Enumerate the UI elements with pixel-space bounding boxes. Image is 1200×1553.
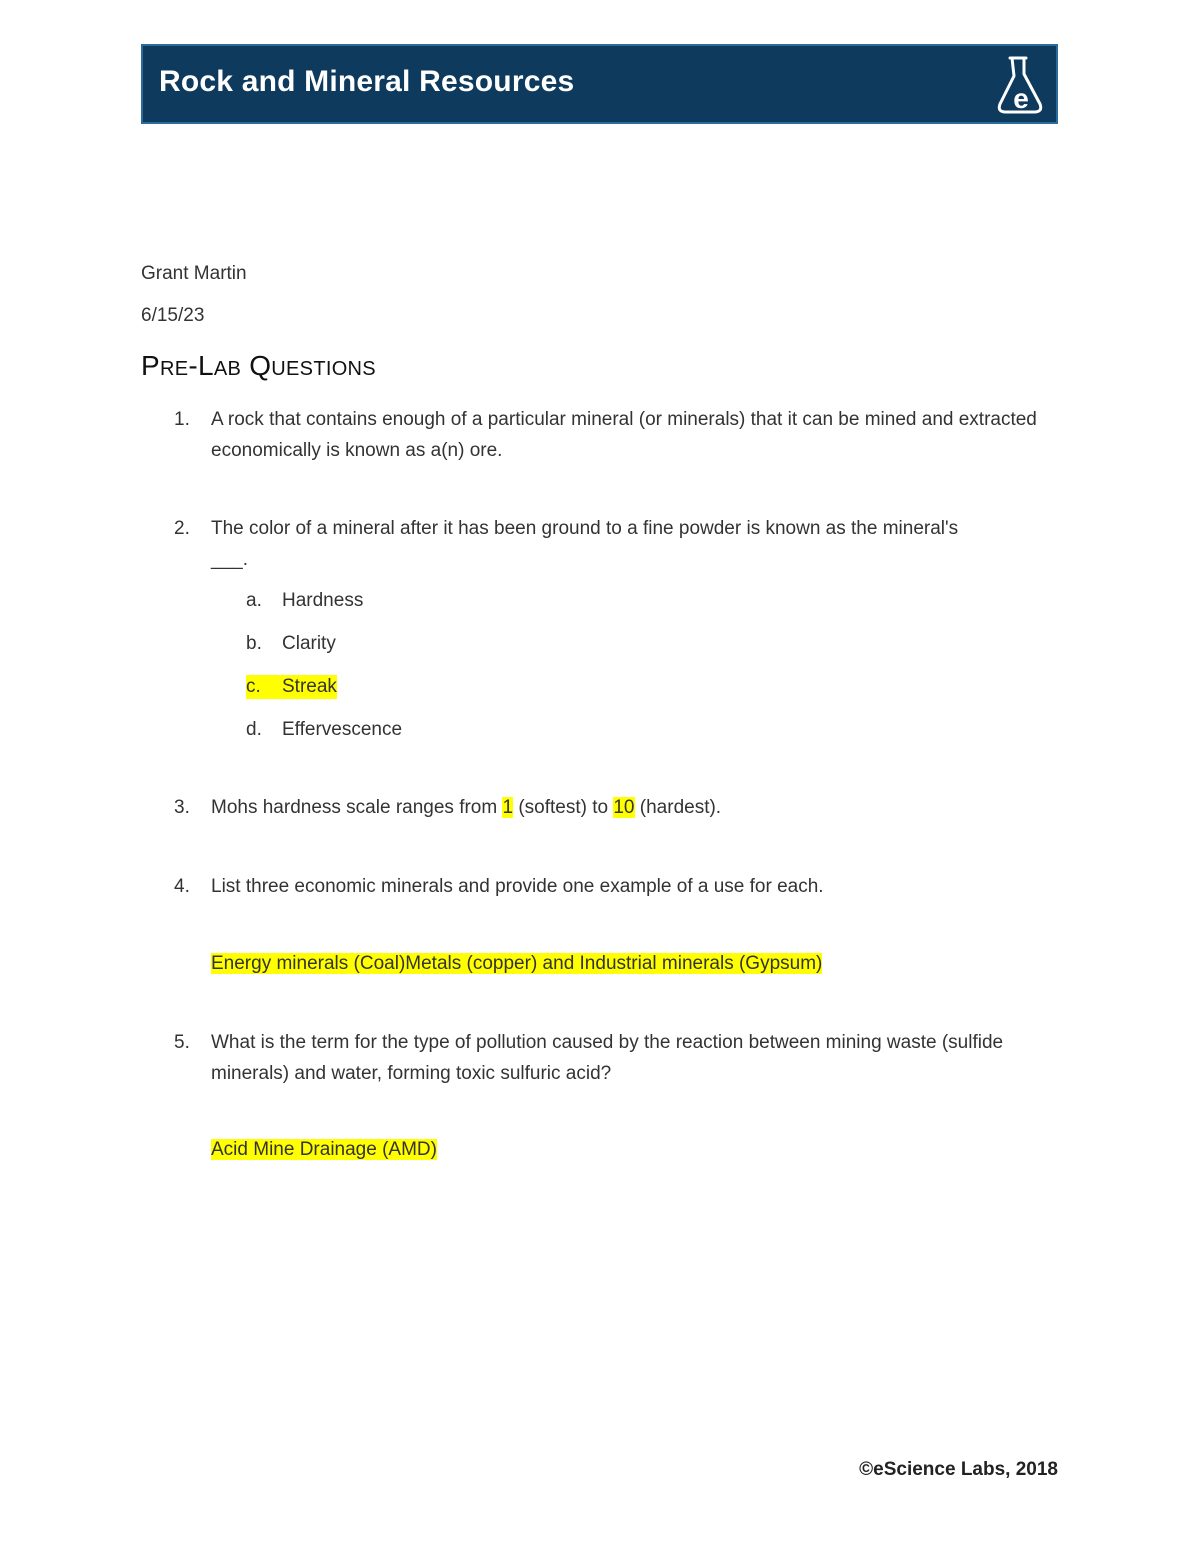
answer-max: 10: [613, 797, 635, 818]
question-number: 1.: [174, 409, 190, 430]
question-text: List three economic minerals and provide one example of a use for each.: [211, 876, 824, 897]
option-letter: b.: [246, 633, 262, 654]
option-label: Clarity: [282, 633, 336, 654]
question-number: 3.: [174, 797, 190, 818]
option-c-highlighted: [246, 675, 337, 699]
option-letter: c.: [246, 676, 261, 697]
option-label: Streak: [282, 676, 337, 697]
question-number: 5.: [174, 1032, 190, 1053]
answer-min: 1: [502, 797, 514, 818]
copyright-footer: ©eScience Labs, 2018: [859, 1459, 1058, 1480]
flask-logo-icon: [994, 54, 1046, 116]
author-name: Grant Martin: [141, 263, 247, 284]
answer-5: [211, 1137, 437, 1163]
question-4: [141, 871, 1061, 902]
question-text: The color of a mineral after it has been ground to a fine powder is known as the mineral's ___.: [211, 518, 959, 570]
question-number: 2.: [174, 518, 190, 539]
question-text: A rock that contains enough of a particular mineral (or minerals) that it can be mined and extracted economically is known as a(n) ore.: [211, 409, 1037, 461]
question-text-part: (softest) to: [513, 797, 614, 818]
question-number: 4.: [174, 876, 190, 897]
option-d: [246, 718, 402, 742]
question-1: [141, 404, 1061, 466]
question-text: What is the term for the type of pollution caused by the reaction between mining waste (sulfide minerals) and water, forming toxic sulfuric acid?: [211, 1032, 1004, 1084]
option-letter: d.: [246, 719, 262, 740]
question-text-part: Mohs hardness scale ranges from: [211, 797, 503, 818]
logo-letter: e: [1013, 83, 1029, 114]
option-a: [246, 589, 363, 613]
section-heading: Pre-Lab Questions: [141, 350, 376, 381]
option-b: [246, 632, 336, 656]
question-text-part: (hardest).: [634, 797, 722, 818]
answer-text: Acid Mine Drainage (AMD): [211, 1139, 437, 1160]
option-letter: a.: [246, 590, 262, 611]
option-label: Effervescence: [282, 719, 403, 740]
document-date: 6/15/23: [141, 305, 205, 326]
answer-text: Energy minerals (Coal)Metals (copper) and Industrial minerals (Gypsum): [211, 953, 823, 974]
option-label: Hardness: [282, 590, 364, 611]
document-title: Rock and Mineral Resources: [159, 65, 575, 98]
question-2: [141, 513, 1061, 575]
question-3: [141, 792, 1061, 823]
answer-4: [211, 951, 822, 977]
question-5: [141, 1027, 1061, 1089]
question-text: [211, 792, 1061, 823]
header-banner: [141, 44, 1058, 124]
